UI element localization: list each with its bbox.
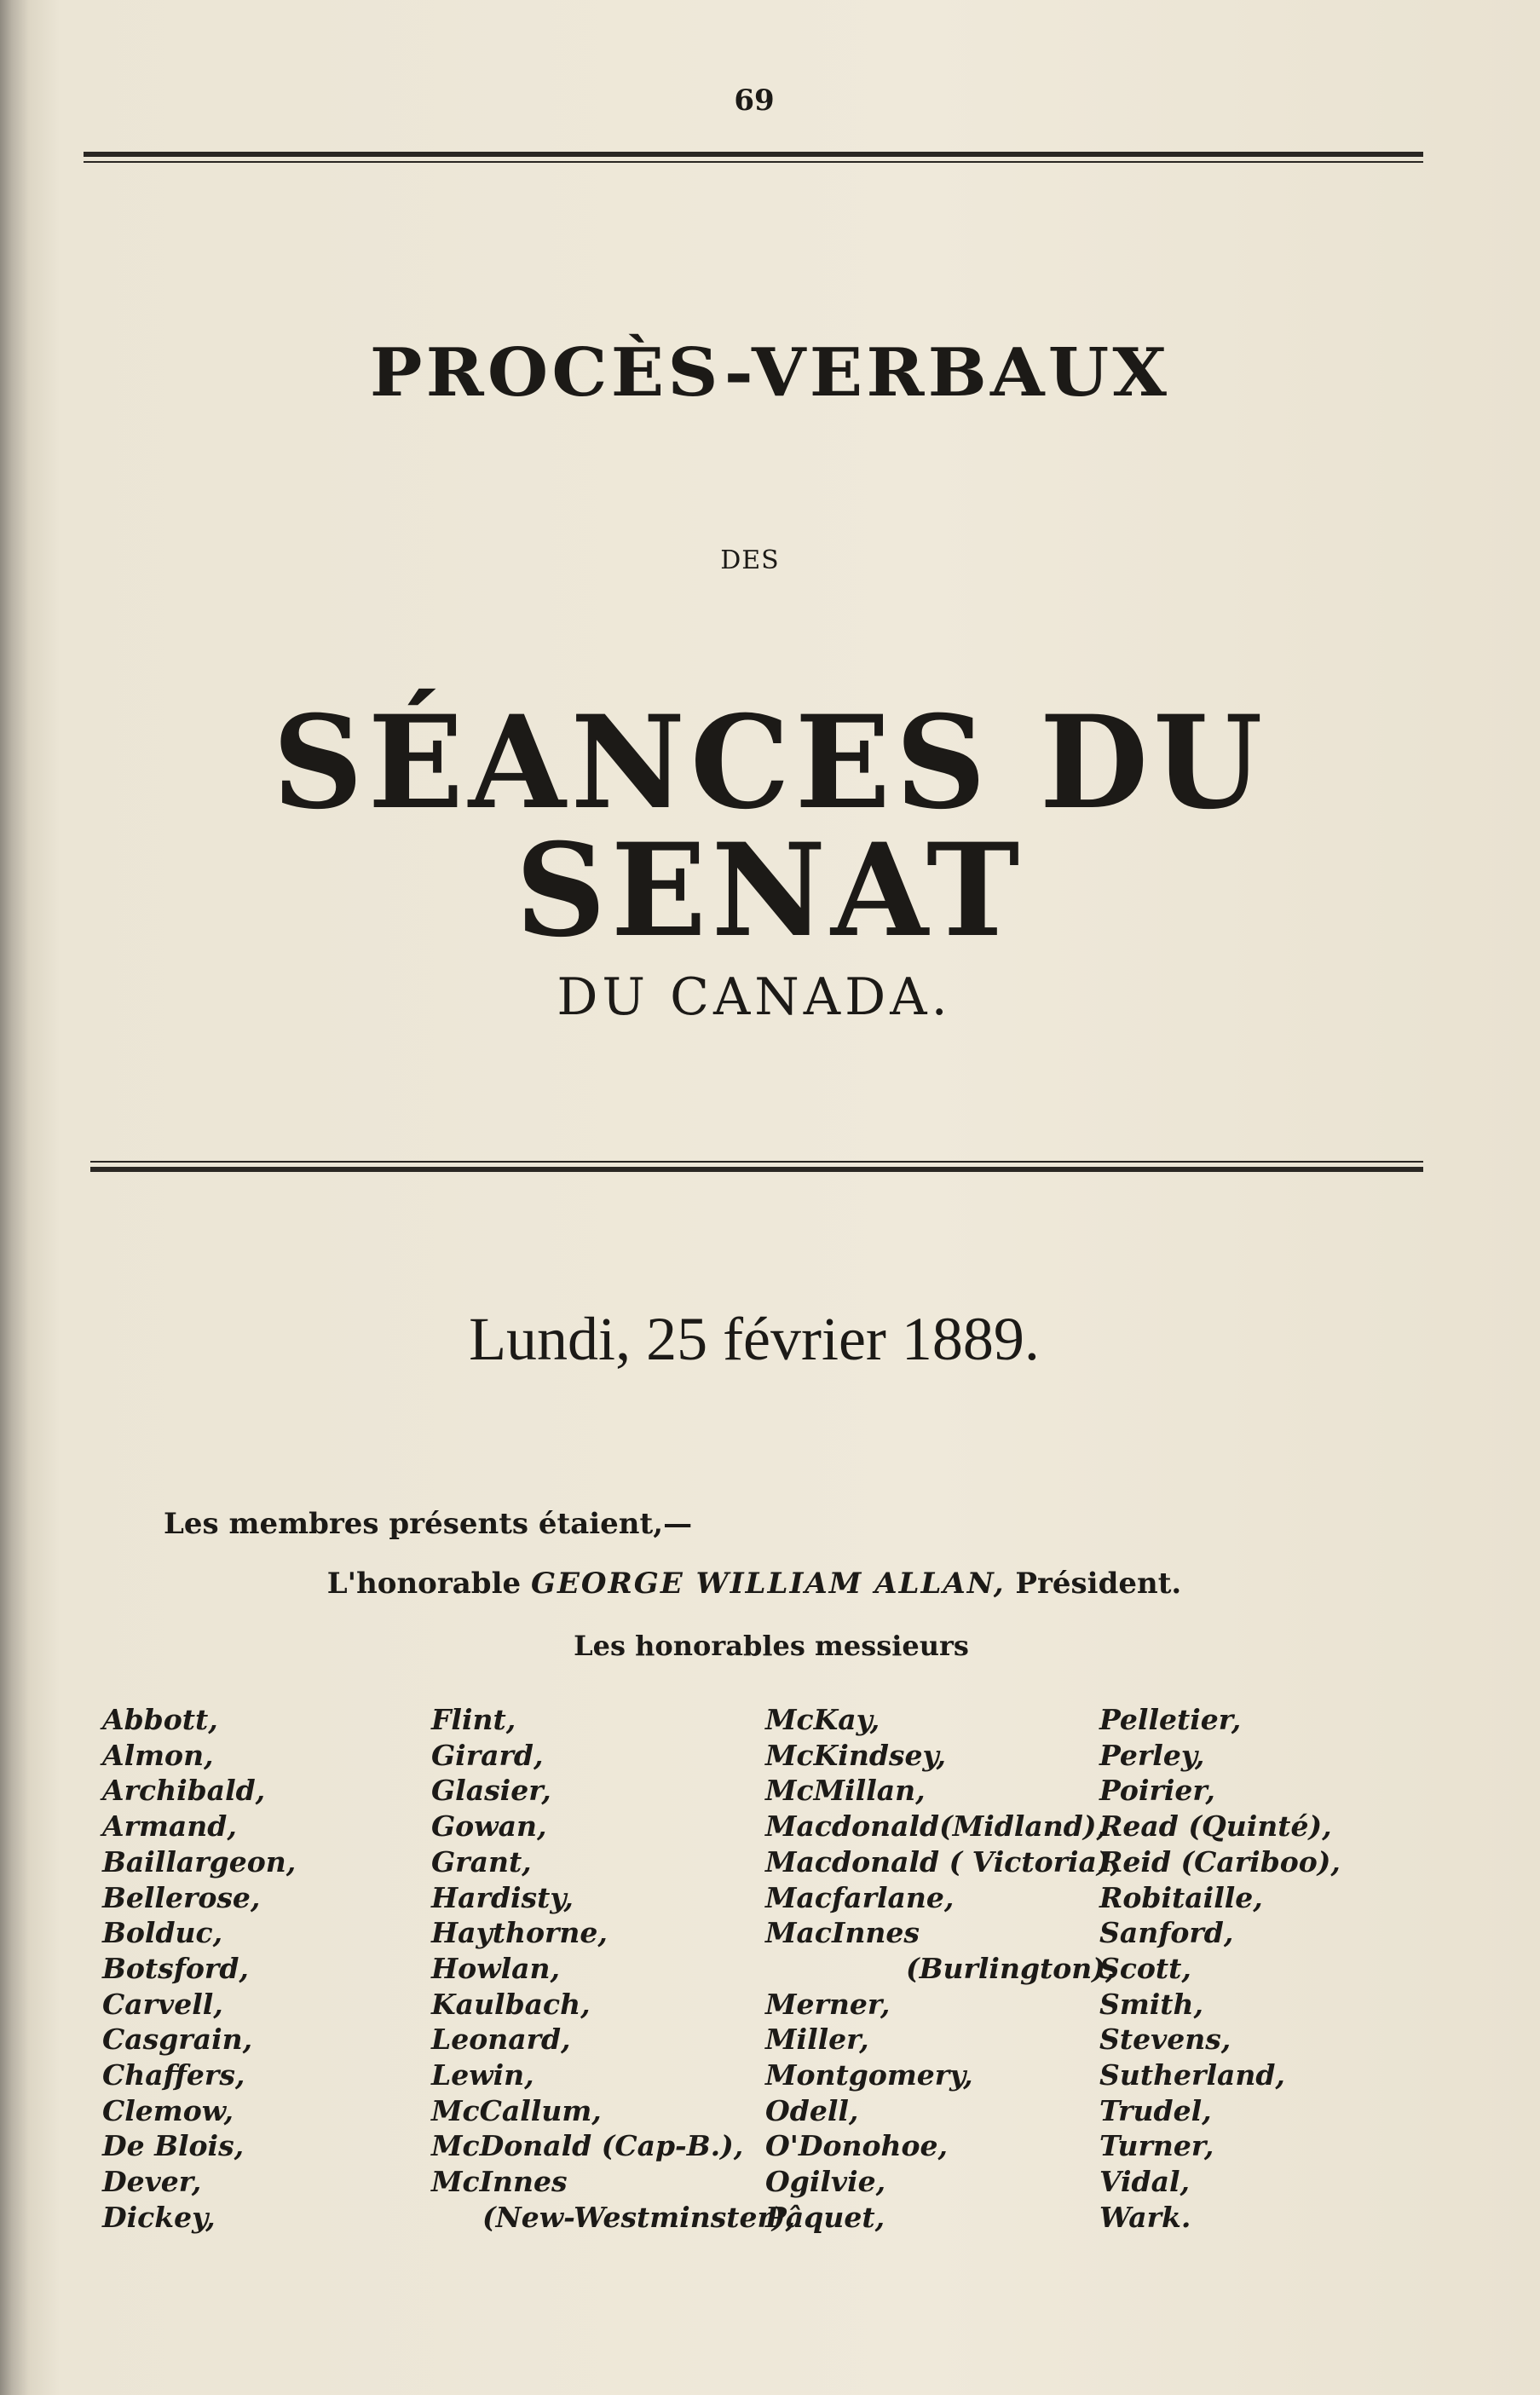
member-name: McMillan, — [765, 1774, 926, 1808]
member-name: Archibald, — [102, 1774, 266, 1808]
member-name: Robitaille, — [1099, 1880, 1263, 1914]
member-name: Stevens, — [1099, 2023, 1231, 2057]
member-name: Clemow, — [102, 2093, 234, 2127]
member-name: Read (Quinté), — [1099, 1809, 1332, 1844]
member-name: Wark. — [1099, 2200, 1191, 2234]
member-name: Glasier, — [431, 1774, 551, 1808]
president-prefix: L'honorable — [326, 1567, 522, 1601]
member-name: Macdonald ( Victoria), — [765, 1844, 1120, 1878]
top-double-rule — [84, 152, 1423, 163]
member-name: Botsford, — [102, 1951, 249, 1985]
members-present-intro: Les membres présents étaient,— — [164, 1507, 693, 1541]
president-line — [0, 1567, 1508, 1601]
member-name: Vidal, — [1099, 2165, 1191, 2199]
honorables-heading: Les honorables messieurs — [574, 1630, 969, 1662]
member-name: Dever, — [102, 2165, 202, 2199]
member-name: Kaulbach, — [431, 1987, 591, 2021]
member-name: Almon, — [102, 1738, 214, 1772]
title-des: DES — [720, 545, 780, 575]
member-name: Pâquet, — [765, 2200, 885, 2234]
member-name: Bolduc, — [102, 1916, 223, 1950]
member-name: Carvell, — [102, 1987, 223, 2021]
member-name: Ogilvie, — [765, 2165, 886, 2199]
member-name: (New-Westminster), — [482, 2200, 796, 2234]
member-name: Flint, — [431, 1703, 516, 1736]
member-name: Trudel, — [1099, 2093, 1212, 2127]
members-column-1 — [102, 1702, 296, 2236]
member-name: (Burlington), — [906, 1951, 1116, 1985]
members-column-2 — [431, 1702, 795, 2236]
member-name: McDonald (Cap-B.), — [431, 2129, 744, 2163]
member-name: Howlan, — [431, 1951, 560, 1985]
members-column-4 — [1099, 1702, 1341, 2236]
member-name: Macfarlane, — [765, 1880, 955, 1914]
member-name: Macdonald(Midland), — [765, 1809, 1106, 1844]
title-bottom-double-rule — [90, 1161, 1423, 1172]
member-name: Miller, — [765, 2023, 869, 2057]
member-name: McInnes — [431, 2165, 568, 2199]
member-name: MacInnes — [765, 1916, 920, 1950]
member-name: Baillargeon, — [102, 1844, 297, 1878]
member-name: Sanford, — [1099, 1916, 1234, 1950]
member-name: Merner, — [765, 1987, 891, 2021]
member-name: Armand, — [102, 1809, 237, 1844]
member-name: Odell, — [765, 2093, 859, 2127]
member-name: Montgomery, — [765, 2058, 973, 2092]
member-name: Bellerose, — [102, 1880, 261, 1914]
member-name: Haythorne, — [431, 1916, 608, 1950]
member-name: Scott, — [1099, 1951, 1191, 1985]
member-name: Smith, — [1099, 1987, 1204, 2021]
president-name: GEORGE WILLIAM ALLAN, — [530, 1567, 1006, 1601]
member-name: Turner, — [1099, 2129, 1214, 2163]
member-name: Lewin, — [431, 2058, 534, 2092]
member-name: Casgrain, — [102, 2023, 253, 2057]
member-name: Dickey, — [102, 2200, 216, 2234]
member-name: Grant, — [431, 1844, 532, 1878]
member-name: Pelletier, — [1099, 1703, 1242, 1736]
member-name: McCallum, — [431, 2093, 602, 2127]
members-column-3 — [765, 1702, 1120, 2236]
title-proces-verbaux: PROCÈS-VERBAUX — [369, 334, 1171, 412]
member-name: McKindsey, — [765, 1738, 946, 1772]
session-date: Lundi, 25 février 1889. — [469, 1305, 1040, 1373]
title-du-canada: DU CANADA. — [557, 967, 952, 1027]
member-name: Poirier, — [1099, 1774, 1215, 1808]
member-name: Girard, — [431, 1738, 544, 1772]
president-title: Président. — [1015, 1567, 1182, 1601]
member-name: Hardisty, — [431, 1880, 574, 1914]
member-name: De Blois, — [102, 2129, 245, 2163]
member-name: Leonard, — [431, 2023, 571, 2057]
member-name: Abbott, — [102, 1703, 218, 1736]
page-number: 69 — [734, 84, 775, 118]
member-name: Chaffers, — [102, 2058, 245, 2092]
member-name: Reid (Cariboo), — [1099, 1844, 1341, 1878]
member-name: O'Donohoe, — [765, 2129, 948, 2163]
member-name: Sutherland, — [1099, 2058, 1285, 2092]
member-name: Gowan, — [431, 1809, 547, 1844]
member-name: Perley, — [1099, 1738, 1205, 1772]
title-seances-du-senat: SÉANCES DU SENAT — [272, 688, 1268, 966]
member-name: McKay, — [765, 1703, 880, 1736]
